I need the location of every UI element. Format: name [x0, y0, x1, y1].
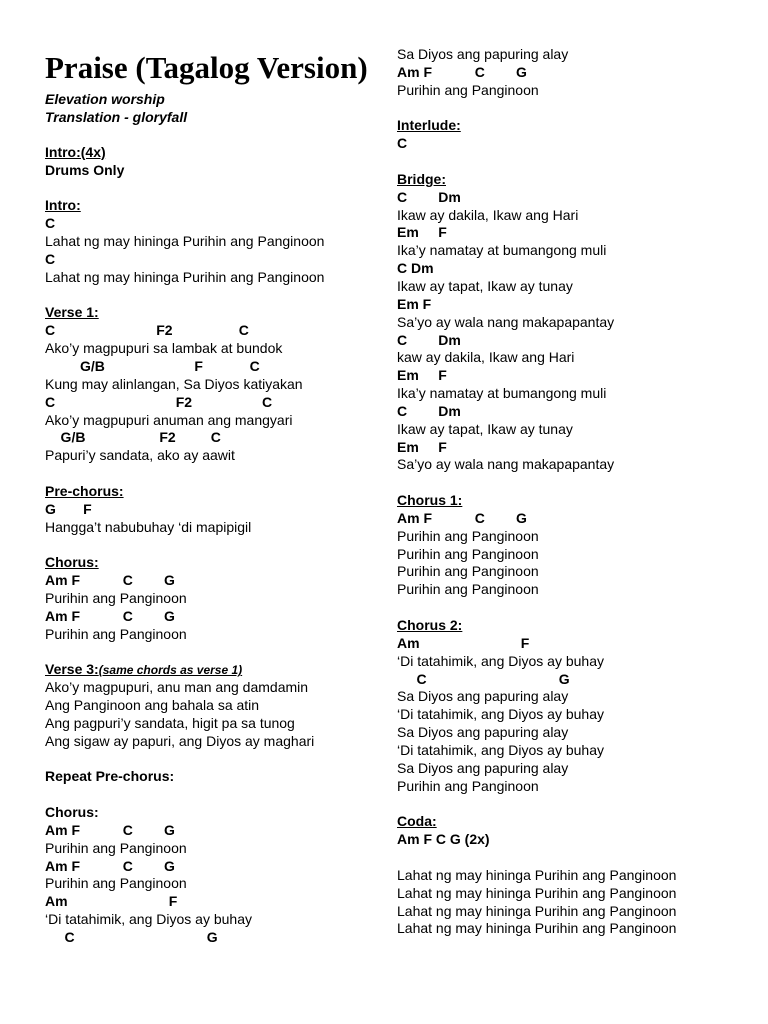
lyric-line: Ang Panginoon ang bahala sa atin [45, 697, 260, 713]
spacer [397, 100, 747, 118]
lyric-line: Sa Diyos ang papuring alay [397, 688, 569, 705]
chord-line: C G [397, 670, 570, 687]
lyric-line: Purihin ang Panginoon [45, 589, 187, 606]
lyric-line: Ako’y magpupuri, anu man ang damdamin [45, 679, 309, 696]
chord-line: G/B F C [45, 357, 260, 374]
lyric-line: Ikaw ay tapat, Ikaw ay tunay [397, 420, 573, 437]
chord-line: C Dm [397, 260, 434, 277]
chord-line: G F [45, 500, 92, 517]
chord-line: C Dm [397, 402, 461, 419]
lyric-line: Kung may alinlangan, Sa Diyos katiyakan [45, 375, 303, 392]
spacer [397, 599, 747, 617]
lyric-line: Ako’y magpupuri anuman ang mangyari [45, 411, 293, 428]
section-heading: Intro:(4x) [45, 143, 106, 160]
chord-line: C F2 C [45, 393, 273, 410]
lyric-line: ‘Di tatahimik, ang Diyos ay buhay [45, 911, 252, 928]
section-heading: Bridge: [397, 170, 446, 187]
chord-line: C [397, 135, 408, 152]
chord-line: C G [45, 928, 218, 945]
chord-line: Em F [397, 367, 447, 384]
chord-line: Am F C G [397, 509, 527, 526]
lyric-line: Papuri’y sandata, ako ay aawit [45, 447, 235, 464]
section-heading: Chorus 2: [397, 617, 463, 633]
lyric-line: Purihin ang Panginoon [45, 875, 187, 892]
lyric-line: Purihin ang Panginoon [397, 581, 539, 598]
spacer [397, 474, 747, 492]
spacer [45, 287, 380, 305]
lyric-line: Purihin ang Panginoon [397, 545, 539, 562]
lyric-line: Lahat ng may hininga Purihin ang Panginoon [397, 902, 677, 919]
chord-line: Am F C G [45, 607, 175, 624]
spacer [45, 786, 380, 804]
section-heading: Interlude: [397, 117, 461, 134]
lyric-line: Ikaw ay tapat, Ikaw ay tunay [397, 277, 573, 294]
translation-credit: Translation - gloryfall [45, 109, 188, 125]
lyric-line: Sa’yo ay wala nang makapapantay [397, 313, 615, 330]
right-column [397, 46, 747, 938]
section-heading: Chorus 1: [397, 492, 463, 509]
lyric-line: Lahat ng may hininga Purihin ang Panginoon [397, 920, 677, 937]
chord-line: Am F C G [397, 63, 527, 80]
spacer [45, 180, 380, 198]
lyric-line: Purihin ang Panginoon [397, 777, 539, 794]
section-note: (same chords as verse 1) [98, 663, 243, 678]
section-heading: Coda: [397, 813, 437, 830]
section-heading: Drums Only [45, 161, 125, 178]
lyric-line: kaw ay dakila, Ikaw ang Hari [397, 349, 575, 366]
chord-line: Am F C G [45, 572, 175, 589]
lyric-line: Lahat ng may hininga Purihin ang Panginoon [45, 268, 325, 285]
chord-line: C Dm [397, 188, 461, 205]
spacer [45, 536, 380, 554]
section-heading: Pre-chorus: [45, 482, 124, 499]
chord-line: G/B F2 C [45, 429, 221, 446]
song-title: Praise (Tagalog Version) [45, 50, 368, 85]
lyric-line: Sa’yo ay wala nang makapapantay [397, 456, 615, 473]
left-column [45, 0, 380, 947]
lyric-line: Purihin ang Panginoon [397, 563, 539, 580]
lyric-line: Purihin ang Panginoon [397, 527, 539, 544]
chord-line: C Dm [397, 331, 461, 348]
spacer [397, 153, 747, 171]
lyric-line: Ika’y namatay at bumangong muli [397, 242, 607, 259]
lyric-line: Purihin ang Panginoon [45, 839, 187, 856]
chord-line: Am F [45, 893, 178, 910]
lyric-line: Purihin ang Panginoon [45, 625, 187, 642]
lyric-line: Ako’y magpupuri sa lambak at bundok [45, 340, 283, 357]
chord-line: Em F [397, 438, 447, 455]
left-lines [45, 144, 380, 947]
spacer [45, 751, 380, 769]
chord-line: C [45, 215, 56, 232]
lyric-line: Lahat ng may hininga Purihin ang Panginoon [397, 866, 677, 883]
lyric-line: Ika’y namatay at bumangong muli [397, 385, 607, 402]
spacer [397, 795, 747, 813]
lyric-line: Ang pagpuri’y sandata, higit pa sa tunog [45, 714, 295, 731]
chord-line: Em F [397, 295, 432, 312]
chord-line: Am F C G [45, 857, 175, 874]
section-heading [45, 661, 380, 679]
spacer [45, 126, 380, 144]
lyric-line: Hangga’t nabubuhay ‘di mapipigil [45, 518, 252, 535]
section-heading: Verse 1: [45, 304, 99, 321]
chord-line: Am F C G (2x) [397, 831, 490, 848]
lyric-line: Sa Diyos ang papuring alay [397, 724, 569, 741]
lyric-line: Lahat ng may hininga Purihin ang Panginoon [45, 233, 325, 250]
lyric-line: ‘Di tatahimik, ang Diyos ay buhay [397, 706, 604, 723]
right-lines [397, 46, 747, 938]
spacer [45, 643, 380, 661]
lyric-line: Purihin ang Panginoon [397, 81, 539, 98]
lyric-line: Sa Diyos ang papuring alay [397, 759, 569, 776]
artist-credit: Elevation worship [45, 91, 165, 107]
chord-line: C [45, 250, 56, 267]
spacer [45, 465, 380, 483]
lyric-line: ‘Di tatahimik, ang Diyos ay buhay [397, 652, 604, 669]
chord-line: C F2 C [45, 322, 249, 339]
lyric-line: Ang sigaw ay papuri, ang Diyos ay maghari [45, 732, 315, 749]
section-heading: Intro: [45, 197, 81, 214]
section-heading: Chorus: [45, 554, 99, 571]
chord-line: Am F C G [45, 821, 175, 838]
lyric-line: Lahat ng may hininga Purihin ang Panginoon [397, 884, 677, 901]
section-title: Verse 3: [45, 661, 99, 678]
spacer [397, 849, 747, 867]
chord-line: Em F [397, 224, 447, 241]
lyric-line: ‘Di tatahimik, ang Diyos ay buhay [397, 741, 604, 758]
lyric-line: Sa Diyos ang papuring alay [397, 46, 569, 62]
lyric-line: Ikaw ay dakila, Ikaw ang Hari [397, 206, 579, 223]
chord-line: Am F [397, 634, 530, 651]
section-heading: Repeat Pre-chorus: [45, 768, 175, 785]
section-heading: Chorus: [45, 804, 99, 821]
